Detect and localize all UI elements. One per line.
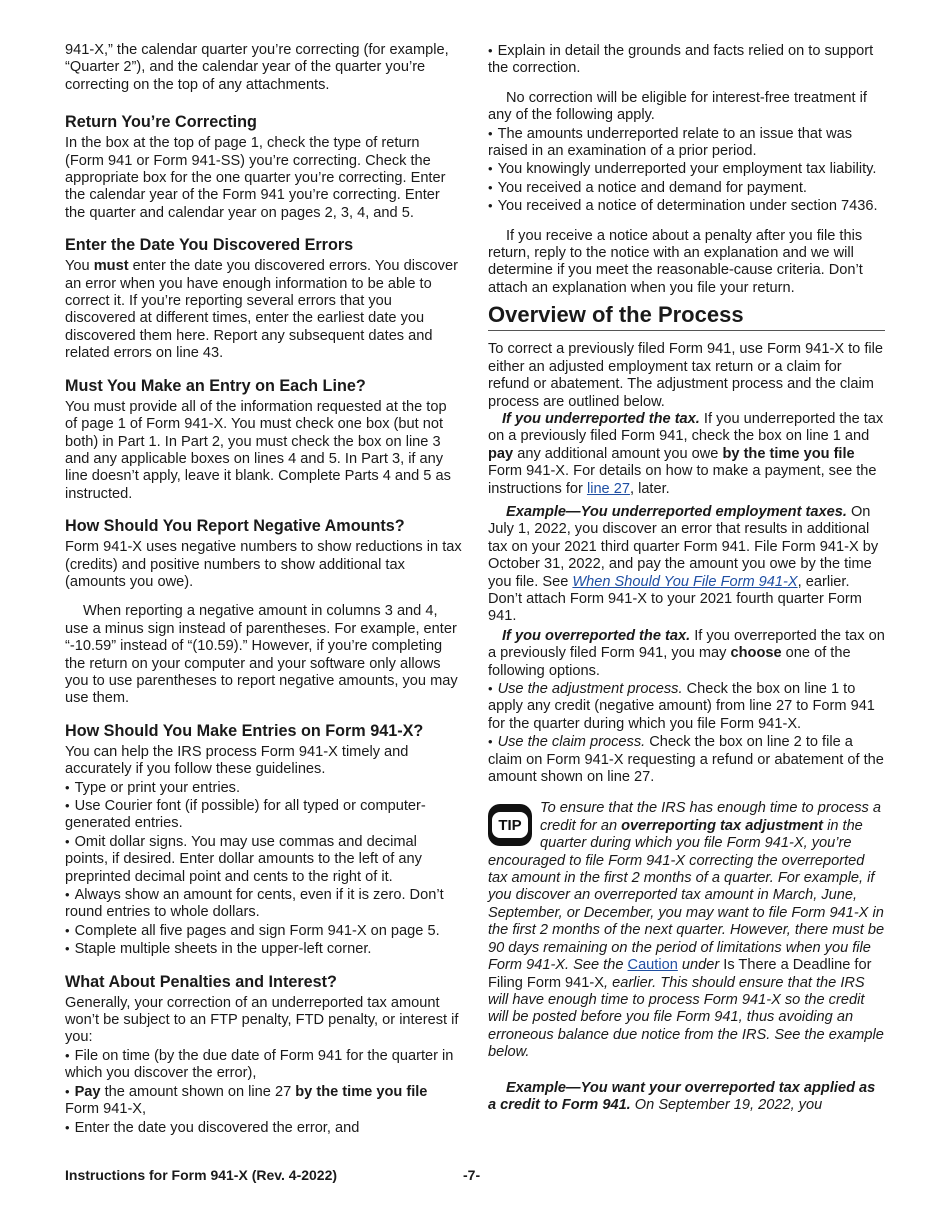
tip-box — [488, 800, 885, 1061]
page-number: -7- — [463, 1167, 481, 1183]
paragraph-overview: To correct a previously filed Form 941, use Form 941-X to file either an adjusted employment tax return or a claim for refund or abatement. The adjustment process and the claim process are outlined below. — [488, 341, 883, 410]
list-item: • You received a notice of determination under section 7436. — [488, 197, 885, 215]
heading-entry-each-line: Must You Make an Entry on Each Line? — [65, 376, 366, 395]
list-item: • Type or print your entries. — [65, 779, 462, 797]
paragraph-negative-amounts: Form 941-X uses negative numbers to show reductions in tax (credits) and positive numbers to show additional tax (amounts you owe). — [65, 539, 462, 590]
list-item: • You received a notice and demand for payment. — [488, 179, 885, 197]
list-item: • Complete all five pages and sign Form 941-X on page 5. — [65, 922, 462, 940]
footer-form-title: Instructions for Form 941-X (Rev. 4-2022) — [65, 1167, 338, 1183]
paragraph-penalties-interest: Generally, your correction of an underreported tax amount won’t be subject to an FTP penalty, FTD penalty, or interest if you: — [65, 994, 459, 1046]
paragraph-entry-each-line: You must provide all of the information requested at the top of page 1 of Form 941-X. You must check one box (but not both) in Part 1. In Part 2, you must check the box on line 3 and any applicable boxes on lines 4 and 5. In Part 3, if any line doesn’t apply, leave it blank. Complete Parts 4 and 5 as instructed. — [65, 398, 451, 502]
heading-make-entries: How Should You Make Entries on Form 941-X? — [65, 721, 424, 740]
list-item: • Omit dollar signs. You may use commas and decimal points, if desired. Enter dollar amounts to the left of any preprinted decimal point and cents to the right of it. — [65, 833, 462, 886]
link-when-file[interactable]: When Should You File Form 941-X — [572, 573, 798, 590]
paragraph-date-discovered: You must enter the date you discovered errors. You discover an error when you have enough information to be able to correct it. If you’re reporting several errors that you discovered at different times, enter the earliest date you discovered them here. Report any subsequent dates and related errors on line 43. — [65, 258, 458, 362]
paragraph-overreported: If you overreported the tax. If you overreported the tax on a previously filed Form 941, you may choose one of the following options. — [488, 627, 885, 679]
paragraph-return-correcting: In the box at the top of page 1, check the type of return (Form 941 or Form 941-SS) you’re correcting. Check the appropriate box for the one quarter you’re correcting. Enter the calendar year of the Form 941 you’re correcting. Enter the quarter and calendar year on pages 2, 3, 4, and 5. — [65, 135, 446, 221]
heading-return-correcting: Return You’re Correcting — [65, 113, 257, 132]
paragraph-no-interest-free: No correction will be eligible for interest-free treatment if any of the following apply. — [488, 89, 867, 124]
list-item: • Use the claim process. Check the box on line 2 to file a claim on Form 941-X requesting a refund or abatement of the amount shown on line 27. — [488, 733, 885, 786]
paragraph-make-entries: You can help the IRS process Form 941-X timely and accurately if you follow these guidelines. — [65, 743, 409, 778]
list-item: • Pay the amount shown on line 27 by the time you file Form 941-X, — [65, 1083, 462, 1119]
tip-text: To ensure that the IRS has enough time to process a credit for an overreporting tax adjustment in the quarter during which you file Form 941-X, you’re encouraged to file Form 941-X correcting the overreported tax amount in the first 2 months of a quarter. For example, if you discover an overreported tax amount in March, June, September, or December, you may want to file Form 941-X in the first 2 months of the next quarter. However, there must be 90 days remaining on the period of limitations when you file Form 941-X. See the Caution under Is There a Deadline for Filing Form 941-X, earlier. This should ensure that the IRS will have enough time to process Form 941-X so the credit will be posted before you file Form 941, thus avoiding an erroneous balance due notice from the IRS. See the example below. — [488, 800, 885, 1061]
left-column — [65, 42, 462, 1137]
heading-negative-amounts: How Should You Report Negative Amounts? — [65, 517, 405, 536]
list-item: • Explain in detail the grounds and facts relied on to support the correction. — [488, 42, 885, 78]
link-caution[interactable]: Caution — [627, 957, 678, 974]
heading-penalties-interest: What About Penalties and Interest? — [65, 972, 337, 991]
link-line-27[interactable]: line 27 — [586, 480, 630, 497]
tip-icon: TIP — [488, 804, 532, 846]
right-column — [488, 42, 885, 1114]
list-item: • Enter the date you discovered the error, and — [65, 1119, 462, 1137]
paragraph-penalty-notice: If you receive a notice about a penalty after you file this return, reply to the notice with an explanation and we will determine if you meet the reasonable-cause criteria. Don’t attach an explanation when you file your return. — [488, 227, 863, 296]
list-item: • Always show an amount for cents, even if it is zero. Don’t round entries to whole dollars. — [65, 886, 462, 922]
heading-date-discovered: Enter the Date You Discovered Errors — [65, 236, 354, 255]
list-item: • Use Courier font (if possible) for all typed or computer-generated entries. — [65, 797, 462, 833]
paragraph-underreported: If you underreported the tax. If you underreported the tax on a previously filed Form 941, check the box on line 1 and pay any additional amount you owe by the time you file Form 941-X. For details on how to make a payment, see the instructions for line 27, later. — [488, 410, 884, 497]
list-item: • You knowingly underreported your employment tax liability. — [488, 160, 885, 178]
heading-overview-process: Overview of the Process — [488, 301, 885, 331]
list-item: • Staple multiple sheets in the upper-left corner. — [65, 940, 462, 958]
paragraph-example-overreported: Example—You want your overreported tax applied as a credit to Form 941. On September 19, 2022, you — [488, 1079, 876, 1113]
intro-paragraph: 941-X,” the calendar quarter you’re correcting (for example, “Quarter 2”), and the calendar year of the quarter you’re correcting on the top of any attachments. — [65, 42, 449, 93]
list-item: • File on time (by the due date of Form 941 for the quarter in which you discover the error), — [65, 1047, 462, 1083]
paragraph-minus-sign: When reporting a negative amount in columns 3 and 4, use a minus sign instead of parentheses. For example, enter “-10.59” instead of “(10.59).” However, if you’re completing the return on your computer and your software only allows you to use parentheses to report negative amounts, you may use them. — [65, 603, 458, 707]
paragraph-example-underreported: Example—You underreported employment taxes. On July 1, 2022, you discover an error that results in additional tax on your 2021 third quarter Form 941. File Form 941-X by October 31, 2022, and pay the amount you owe by the time you file. See When Should You File Form 941-X, earlier. Don’t attach Form 941-X to your 2021 fourth quarter Form 941. — [488, 503, 879, 625]
list-item: • The amounts underreported relate to an issue that was raised in an examination of a prior period. — [488, 125, 885, 161]
list-item: • Use the adjustment process. Check the box on line 1 to apply any credit (negative amount) from line 27 to Form 941 for the quarter during which you file Form 941-X. — [488, 680, 885, 733]
